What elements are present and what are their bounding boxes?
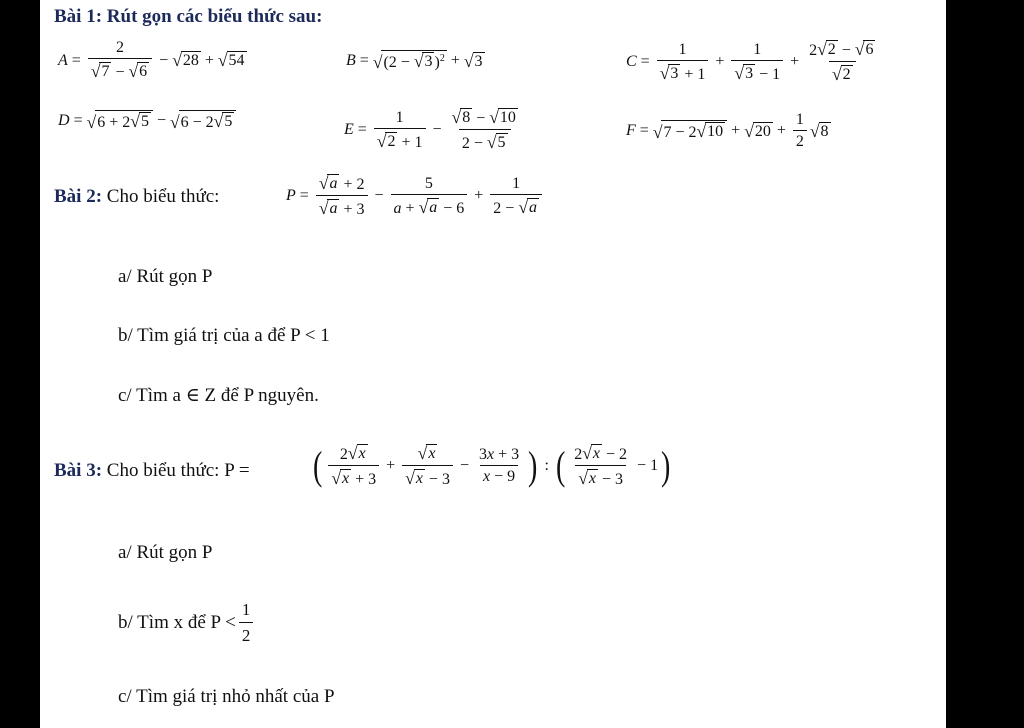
expression-e: E = 1 √ 2 + 1 − √ 8 − √ 10 2 − √ 5 <box>344 107 516 153</box>
expression-f: F = √ 7 − 2 √ 10 + √ 20 + $\frac{1}{2}$ √ 8 <box>626 111 829 150</box>
bai3-label: Bài 3: <box>54 460 103 481</box>
worksheet-page <box>40 0 946 728</box>
bai3-intro: Cho biểu thức: P = <box>106 460 250 481</box>
expression-d: D = √ 6 + 2 √ 5 − √ 6 − 2 √ 5 <box>58 110 236 132</box>
bai3-question-a: a/ Rút gọn P <box>118 542 213 563</box>
bai3-question-b-text: b/ Tìm x để P < <box>118 612 236 633</box>
bai1-title: Bài 1: Rút gọn các biểu thức sau: <box>54 6 323 27</box>
fraction-numerator: 1 <box>241 600 251 619</box>
bai3-heading <box>54 460 250 482</box>
bai2-question-c: c/ Tìm a ∈ Z để P nguyên. <box>118 385 319 406</box>
bai3-question-b <box>118 600 256 646</box>
bai3-question-c: c/ Tìm giá trị nhỏ nhất của P <box>118 686 335 707</box>
bai2-question-a: a/ Rút gọn P <box>118 266 213 287</box>
bai2-expression-p: P = √ a + 2 √ a + 3 − 5 a + √ a − 6 + 1 2 − √ a <box>286 174 545 218</box>
bai3-expression-p: ( 2 √ x √ x + 3 + √ x √ x − 3 − $\frac{3x + 3}{x - 9}$ ) : ( 2 √ x − 2 √ x − 3 − 1 ) <box>312 443 671 489</box>
bai3-question-b-fraction <box>239 600 254 646</box>
bai2-intro: Cho biểu thức: <box>106 186 220 207</box>
bai2-label: Bài 2: <box>54 186 103 207</box>
fraction-denominator: 2 <box>239 622 254 646</box>
expression-b: B = √ (2 − √ 3 )$^2$ + √ 3 <box>346 50 483 73</box>
bai2-heading <box>54 186 219 208</box>
expression-c: C = 1 √ 3 + 1 + 1 √ 3 − 1 + 2 √ 2 − √ 6 √ 2 <box>626 39 874 85</box>
bai2-question-b: b/ Tìm giá trị của a để P < 1 <box>118 325 330 346</box>
expression-a: A = 2 √ 7 − √ 6 − √ 28 + √ 54 <box>58 39 245 82</box>
